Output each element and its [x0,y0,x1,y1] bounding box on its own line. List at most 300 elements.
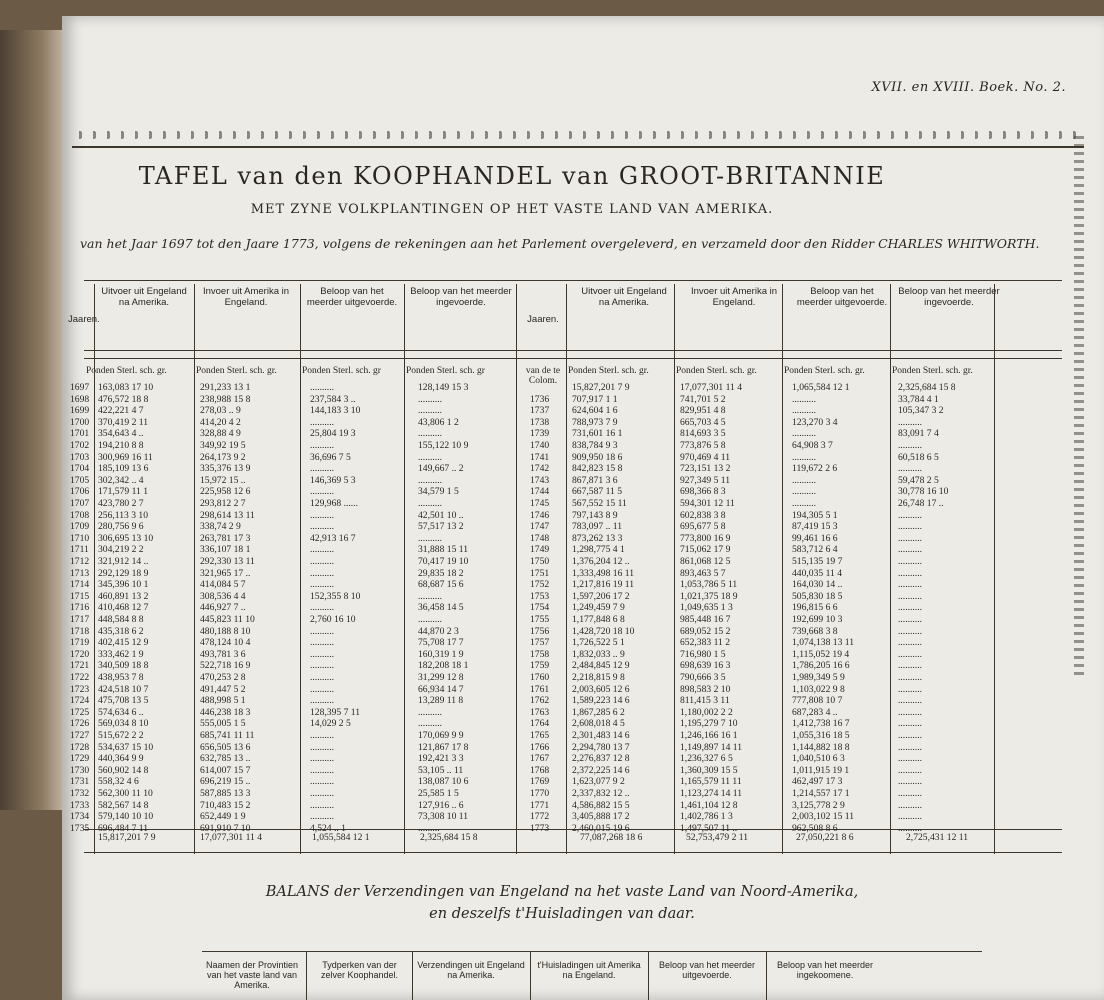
cell-meer-uit-left: 2,760 16 10 [310,614,356,625]
cell-year-right: 1742 [530,463,550,475]
cell-meer-uit-left: 42,913 16 7 [310,532,356,544]
cell-year-left: 1724 [70,695,90,707]
cell-year-right: 1765 [530,730,550,741]
column-divider [306,952,307,1000]
balans-col-header: t'Huisladingen uit Amerika na Engeland. [537,960,641,980]
cell-invoer-right: 716,980 1 5 [680,648,726,660]
cell-year-left: 1713 [70,567,90,579]
cell-meer-uit-right: 1,040,510 6 3 [792,753,845,765]
cell-invoer-right: 773,800 16 9 [680,532,731,544]
cell-uitvoer-left: 475,708 13 5 [98,695,149,707]
cell-meer-in-right: .......... [898,741,922,753]
cell-meer-in-left: 73,308 10 11 [418,811,469,823]
cell-meer-uit-left: .......... [310,463,334,475]
balans-table [202,951,982,1000]
cell-invoer-right: 1,402,786 1 3 [680,811,733,823]
cell-uitvoer-left: 569,034 8 10 [98,718,149,730]
col-header-invoer-left: Invoer uit Amerika in Engeland. [202,286,290,308]
cell-invoer-right: 898,583 2 10 [680,683,731,695]
cell-uitvoer-left: 354,643 4 .. [98,428,144,440]
cell-invoer-right: 1,149,897 14 11 [680,741,743,753]
cell-uitvoer-left: 560,902 14 8 [98,764,149,776]
cell-year-right: 1749 [530,544,550,556]
column-divider [890,284,891,854]
cell-invoer-right: 829,951 4 8 [680,405,726,417]
cell-invoer-left: 470,253 2 8 [200,672,246,683]
cell-meer-in-right: .......... [898,648,922,660]
cell-meer-uit-right: 2,003,102 15 11 [792,811,855,823]
cell-meer-in-right: .......... [898,811,922,823]
cell-meer-in-left: ......... [418,822,440,834]
cell-meer-in-left: 42,501 10 .. [418,509,464,521]
cell-meer-uit-left: .......... [310,382,334,393]
cell-uitvoer-right: 2,484,845 12 9 [572,660,630,672]
column-divider [300,284,301,854]
cell-meer-uit-right: 962,508 8 6 [792,822,838,834]
cell-uitvoer-right: 1,867,285 6 2 [572,706,625,718]
cell-year-left: 1705 [70,474,90,486]
cell-uitvoer-right: 1,298,775 4 1 [572,544,625,556]
cell-year-right: 1740 [530,440,550,451]
cell-invoer-right: 665,703 4 5 [680,416,726,428]
cell-year-right: 1738 [530,416,550,428]
cell-year-right: 1744 [530,486,550,498]
column-divider [94,284,95,854]
cell-uitvoer-right: 2,294,780 13 7 [572,741,630,753]
cell-year-right: 1763 [530,706,550,718]
cell-meer-in-right: .......... [898,753,922,765]
decorative-border-right [1074,136,1084,676]
total-r-uitvoer: 77,087,268 18 6 [580,832,643,843]
decorative-border-top [72,124,1084,146]
cell-meer-in-right: .......... [898,463,922,475]
unit-label: Ponden Sterl. sch. gr. [784,366,865,376]
cell-meer-in-left: .......... [418,590,442,602]
cell-meer-in-left: 128,149 15 3 [418,382,469,393]
table-bottom-rule [84,852,1062,853]
cell-uitvoer-right: 2,337,832 12 .. [572,788,630,799]
column-divider [412,952,413,1000]
cell-uitvoer-left: 333,462 1 9 [98,648,144,660]
cell-uitvoer-left: 163,083 17 10 [98,382,154,393]
cell-meer-in-right: .......... [898,544,922,556]
total-l-invoer: 17,077,301 11 4 [200,832,263,843]
cell-invoer-right: 602,838 3 8 [680,509,726,521]
cell-year-left: 1698 [70,393,90,405]
cell-meer-in-left: 31,888 15 11 [418,544,469,556]
unit-label: Ponden Sterl. sch. gr. [676,366,757,376]
cell-meer-in-right: .......... [898,579,922,591]
cell-meer-uit-right: .......... [792,474,816,486]
cell-year-right: 1762 [530,695,550,707]
cell-meer-uit-left: 152,355 8 10 [310,590,361,602]
cell-meer-uit-right: 119,672 2 6 [792,463,838,475]
cell-invoer-left: 480,188 8 10 [200,625,251,637]
cell-year-left: 1729 [70,753,90,765]
cell-uitvoer-left: 460,891 13 2 [98,590,149,602]
cell-meer-in-left: 57,517 13 2 [418,521,464,533]
cell-year-right: 1759 [530,660,550,672]
cell-uitvoer-left: 302,342 .. 4 [98,474,144,486]
cell-invoer-left: 656,505 13 6 [200,741,251,753]
cell-meer-uit-right: .......... [792,405,816,417]
cell-year-right: 1766 [530,741,550,753]
cell-meer-uit-left: .......... [310,579,334,591]
cell-meer-in-right: .......... [898,764,922,776]
cell-year-left: 1735 [70,822,90,834]
cell-meer-uit-left: .......... [310,637,334,649]
column-divider [404,284,405,854]
col-header-uitvoer-left: Uitvoer uit Engeland na Amerika. [101,286,187,308]
cell-year-right: 1743 [530,474,550,486]
col-header-meer-uit-left: Beloop van het meerder uitgevoerde. [306,286,398,308]
cell-meer-in-right: .......... [898,602,922,614]
cell-year-right: 1753 [530,590,550,602]
cell-meer-in-left: 182,208 18 1 [418,660,469,672]
cell-meer-uit-right: 64,908 3 7 [792,440,833,451]
cell-meer-in-left: 149,667 .. 2 [418,463,464,475]
cell-uitvoer-left: 574,634 6 .. [98,706,144,718]
column-divider [530,952,531,1000]
cell-invoer-left: 292,330 13 11 [200,556,255,567]
cell-meer-in-left: 43,806 1 2 [418,416,459,428]
cell-invoer-right: 741,701 5 2 [680,393,726,405]
cell-meer-uit-right: 1,115,052 19 4 [792,648,850,660]
cell-meer-in-left: .......... [418,393,442,405]
book-spine [0,30,70,810]
cell-meer-uit-right: 196,815 6 6 [792,602,838,614]
cell-year-right: 1760 [530,672,550,683]
page-title: TAFEL van den KOOPHANDEL van GROOT-BRITANNIE [138,162,886,190]
unit-label: Ponden Sterl. sch. gr. [86,366,167,376]
cell-meer-uit-left: 36,696 7 5 [310,451,351,463]
total-l-meer-uit: 1,055,584 12 1 [312,832,370,843]
cell-year-right: 1770 [530,788,550,799]
cell-year-right: 1769 [530,776,550,788]
cell-uitvoer-right: 1,832,033 .. 9 [572,648,625,660]
cell-meer-uit-right: .......... [792,393,816,405]
cell-meer-in-left: 13,289 11 8 [418,695,464,707]
cell-meer-uit-left: .......... [310,660,334,672]
cell-invoer-right: 1,180,002 2 2 [680,706,733,718]
cell-meer-in-right: 26,748 17 .. [898,498,944,509]
cell-meer-in-right: .......... [898,788,922,799]
col-header-invoer-right: Invoer uit Amerika in Engeland. [690,286,778,308]
cell-invoer-left: 446,238 18 3 [200,706,251,718]
cell-invoer-right: 723,151 13 2 [680,463,731,475]
cell-year-right: 1751 [530,567,550,579]
cell-invoer-right: 698,366 8 3 [680,486,726,498]
page-header: XVII. en XVIII. Boek. No. 2. [871,80,1066,95]
cell-meer-uit-right: 462,497 17 3 [792,776,843,788]
cell-meer-in-left: 160,319 1 9 [418,648,464,660]
cell-meer-uit-left: .......... [310,521,334,533]
cell-uitvoer-left: 515,672 2 2 [98,730,144,741]
cell-meer-uit-left: .......... [310,811,334,823]
cell-meer-in-right: .......... [898,590,922,602]
cell-uitvoer-left: 280,756 9 6 [98,521,144,533]
cell-meer-uit-right: 123,270 3 4 [792,416,838,428]
page-subtitle: MET ZYNE VOLKPLANTINGEN OP HET VASTE LAND VAN AMERIKA. [250,202,774,217]
cell-uitvoer-right: 842,823 15 8 [572,463,623,475]
cell-meer-uit-right: 194,305 5 1 [792,509,838,521]
cell-meer-in-right: .......... [898,730,922,741]
cell-invoer-right: 773,876 5 8 [680,440,726,451]
cell-invoer-left: 478,124 10 4 [200,637,251,649]
cell-meer-uit-right: 164,030 14 .. [792,579,843,591]
cell-invoer-right: 814,693 3 5 [680,428,726,440]
cell-meer-in-left: 68,687 15 6 [418,579,464,591]
cell-year-left: 1733 [70,799,90,811]
cell-meer-in-right: .......... [898,532,922,544]
cell-meer-uit-left: .......... [310,486,334,498]
cell-meer-uit-left: .......... [310,788,334,799]
cell-year-right: 1772 [530,811,550,823]
cell-meer-uit-left: 4,524 .. 1 [310,822,346,834]
cell-meer-uit-left: .......... [310,741,334,753]
cell-year-left: 1718 [70,625,90,637]
cell-invoer-left: 491,447 5 2 [200,683,246,695]
column-divider [994,284,995,854]
cell-invoer-left: 691,910 7 10 [200,822,251,834]
balans-subtitle: en deszelfs t'Huisladingen van daar. [429,906,695,922]
cell-uitvoer-left: 292,129 18 9 [98,567,149,579]
cell-meer-uit-left: 237,584 3 .. [310,393,356,405]
cell-year-right: 1736 [530,393,550,405]
cell-uitvoer-right: 1,597,206 17 2 [572,590,630,602]
total-r-meer-uit: 27,050,221 8 6 [796,832,854,843]
cell-meer-in-left: 70,417 19 10 [418,556,469,567]
balans-col-header: Tydperken van der zelver Koophandel. [320,960,399,980]
cell-meer-in-right: .......... [898,706,922,718]
cell-uitvoer-left: 340,509 18 8 [98,660,149,672]
cell-uitvoer-left: 300,969 16 11 [98,451,153,463]
cell-year-left: 1730 [70,764,90,776]
cell-meer-uit-left: .......... [310,567,334,579]
cell-year-left: 1722 [70,672,90,683]
cell-meer-in-right: 30,778 16 10 [898,486,949,498]
cell-year-left: 1725 [70,706,90,718]
cell-meer-uit-right: 1,074,138 13 11 [792,637,855,649]
cell-invoer-left: 338,74 2 9 [200,521,241,533]
cell-meer-uit-right: 1,214,557 17 1 [792,788,850,799]
cell-meer-in-left: 29,835 18 2 [418,567,464,579]
cell-meer-in-left: 138,087 10 6 [418,776,469,788]
cell-invoer-right: 1,053,786 5 11 [680,579,738,591]
cell-meer-uit-left: .......... [310,683,334,695]
cell-year-left: 1721 [70,660,90,672]
cell-uitvoer-left: 424,518 10 7 [98,683,149,695]
cell-uitvoer-right: 2,218,815 9 8 [572,672,625,683]
cell-meer-uit-right: .......... [792,498,816,509]
book-page [62,16,1104,1000]
cell-year-left: 1712 [70,556,90,567]
cell-year-right: 1746 [530,509,550,521]
cell-meer-in-right: .......... [898,718,922,730]
cell-meer-uit-left: .......... [310,625,334,637]
cell-uitvoer-right: 2,372,225 14 6 [572,764,630,776]
cell-meer-uit-right: 1,989,349 5 9 [792,672,845,683]
cell-meer-in-right: .......... [898,567,922,579]
cell-uitvoer-left: 410,468 12 7 [98,602,149,614]
cell-uitvoer-left: 185,109 13 6 [98,463,149,475]
column-divider [782,284,783,854]
cell-meer-in-left: .......... [418,428,442,440]
cell-uitvoer-left: 345,396 10 1 [98,579,149,591]
cell-meer-uit-right: 1,786,205 16 6 [792,660,850,672]
cell-uitvoer-right: 567,552 15 11 [572,498,627,509]
cell-meer-in-right: .......... [898,776,922,788]
cell-meer-in-right: 83,091 7 4 [898,428,939,440]
cell-uitvoer-left: 435,318 6 2 [98,625,144,637]
cell-invoer-right: 927,349 5 11 [680,474,731,486]
cell-year-right: 1767 [530,753,550,765]
cell-year-left: 1714 [70,579,90,591]
border-rule [72,146,1084,148]
cell-meer-in-right: .......... [898,822,922,834]
cell-meer-in-right: .......... [898,440,922,451]
cell-invoer-right: 1,021,375 18 9 [680,590,738,602]
cell-year-left: 1711 [70,544,89,556]
cell-invoer-left: 291,233 13 1 [200,382,251,393]
cell-uitvoer-left: 194,210 8 8 [98,440,144,451]
unit-label: Ponden Sterl. sch. gr [302,366,381,376]
cell-invoer-left: 710,483 15 2 [200,799,251,811]
total-l-meer-in: 2,325,684 15 8 [420,832,478,843]
cell-year-left: 1708 [70,509,90,521]
cell-meer-uit-right: .......... [792,428,816,440]
cell-uitvoer-left: 440,364 9 9 [98,753,144,765]
cell-year-left: 1706 [70,486,90,498]
cell-year-left: 1704 [70,463,90,475]
cell-meer-in-right: .......... [898,416,922,428]
cell-year-right: 1756 [530,625,550,637]
cell-year-right: 1745 [530,498,550,509]
cell-meer-in-right: 60,518 6 5 [898,451,939,463]
cell-uitvoer-left: 402,415 12 9 [98,637,149,649]
cell-invoer-left: 264,173 9 2 [200,451,246,463]
cell-meer-uit-right: .......... [792,451,816,463]
cell-year-right: 1737 [530,405,550,417]
cell-uitvoer-right: 1,333,498 16 11 [572,567,635,579]
cell-meer-in-left: .......... [418,405,442,417]
cell-invoer-left: 555,005 1 5 [200,718,246,730]
cell-year-left: 1728 [70,741,90,753]
column-divider [566,284,567,854]
cell-year-right: 1758 [530,648,550,660]
cell-uitvoer-right: 1,376,204 12 .. [572,556,630,567]
balans-col-header: Beloop van het meerder uitgevoerde. [658,960,756,980]
column-divider [766,952,767,1000]
total-l-uitvoer: 15,817,201 7 9 [98,832,156,843]
cell-invoer-right: 790,666 3 5 [680,672,726,683]
cell-uitvoer-right: 731,601 16 1 [572,428,623,440]
cell-invoer-left: 278,03 .. 9 [200,405,241,417]
cell-year-right: 1755 [530,614,550,625]
cell-year-left: 1709 [70,521,90,533]
cell-meer-uit-left: 146,369 5 3 [310,474,356,486]
cell-year-left: 1727 [70,730,90,741]
cell-invoer-left: 445,823 11 10 [200,614,255,625]
cell-invoer-left: 321,965 17 .. [200,567,251,579]
cell-year-left: 1715 [70,590,90,602]
cell-uitvoer-right: 1,726,522 5 1 [572,637,625,649]
cell-invoer-right: 1,461,104 12 8 [680,799,738,811]
cell-uitvoer-right: 2,608,018 4 5 [572,718,625,730]
source-line: van het Jaar 1697 tot den Jaare 1773, volgens de rekeningen aan het Parlement overgeleverd, en verzameld door den Ridder CHARLES WHITWORTH. [80,236,1040,251]
cell-invoer-left: 335,376 13 9 [200,463,251,475]
cell-meer-uit-left: 144,183 3 10 [310,405,361,417]
cell-year-left: 1699 [70,405,90,417]
cell-meer-uit-right: 739,668 3 8 [792,625,838,637]
cell-invoer-right: 811,415 3 11 [680,695,730,707]
col-header-meer-in-right: Beloop van het meerder ingevoerde. [898,286,1000,308]
cell-meer-uit-left: .......... [310,602,334,614]
cell-uitvoer-left: 534,637 15 10 [98,741,154,753]
cell-uitvoer-left: 422,221 4 7 [98,405,144,417]
cell-year-left: 1734 [70,811,90,823]
cell-meer-uit-right: 515,135 19 7 [792,556,843,567]
cell-year-left: 1702 [70,440,90,451]
cell-uitvoer-right: 1,428,720 18 10 [572,625,635,637]
cell-invoer-right: 1,497,507 11 .. [680,822,738,834]
column-divider [648,952,649,1000]
cell-meer-in-left: 121,867 17 8 [418,741,469,753]
header-rule [84,350,1062,351]
cell-meer-in-left: 127,916 .. 6 [418,799,464,811]
cell-invoer-right: 695,677 5 8 [680,521,726,533]
cell-invoer-left: 293,812 2 7 [200,498,246,509]
column-divider [516,284,517,854]
cell-meer-in-right: 105,347 3 2 [898,405,944,417]
cell-uitvoer-left: 476,572 18 8 [98,393,149,405]
cell-year-left: 1707 [70,498,90,509]
cell-meer-in-left: .......... [418,498,442,509]
cell-invoer-right: 1,165,579 11 11 [680,776,742,788]
unit-label: Ponden Sterl. sch. gr [406,366,485,376]
cell-year-left: 1703 [70,451,90,463]
cell-uitvoer-right: 4,586,882 15 5 [572,799,630,811]
cell-meer-uit-right: 1,144,882 18 8 [792,741,850,753]
cell-year-left: 1701 [70,428,90,440]
cell-meer-uit-left: .......... [310,648,334,660]
cell-invoer-right: 17,077,301 11 4 [680,382,743,393]
cell-invoer-left: 614,007 15 7 [200,764,251,776]
cell-meer-uit-left: .......... [310,776,334,788]
cell-invoer-left: 685,741 11 11 [200,730,255,741]
cell-year-left: 1717 [70,614,90,625]
cell-uitvoer-left: 438,953 7 8 [98,672,144,683]
cell-meer-uit-left: .......... [310,416,334,428]
cell-meer-uit-left: 128,395 7 11 [310,706,361,718]
col-header-meer-uit-right: Beloop van het meerder uitgevoerde. [796,286,888,308]
cell-year-left: 1723 [70,683,90,695]
cell-meer-uit-right: 440,035 11 4 [792,567,843,579]
cell-uitvoer-left: 370,419 2 11 [98,416,149,428]
cell-meer-in-right: .......... [898,509,922,521]
cell-meer-uit-left: 14,029 2 5 [310,718,351,730]
cell-invoer-left: 446,927 7 .. [200,602,246,614]
cell-invoer-right: 893,463 5 7 [680,567,726,579]
cell-invoer-right: 1,123,274 14 11 [680,788,743,799]
cell-meer-in-right: .......... [898,614,922,625]
cell-year-left: 1700 [70,416,90,428]
cell-meer-in-left: 66,934 14 7 [418,683,464,695]
cell-meer-uit-left: .......... [310,695,334,707]
cell-meer-in-left: 25,585 1 5 [418,788,459,799]
cell-year-right: 1757 [530,637,550,649]
cell-uitvoer-right: 15,827,201 7 9 [572,382,630,393]
